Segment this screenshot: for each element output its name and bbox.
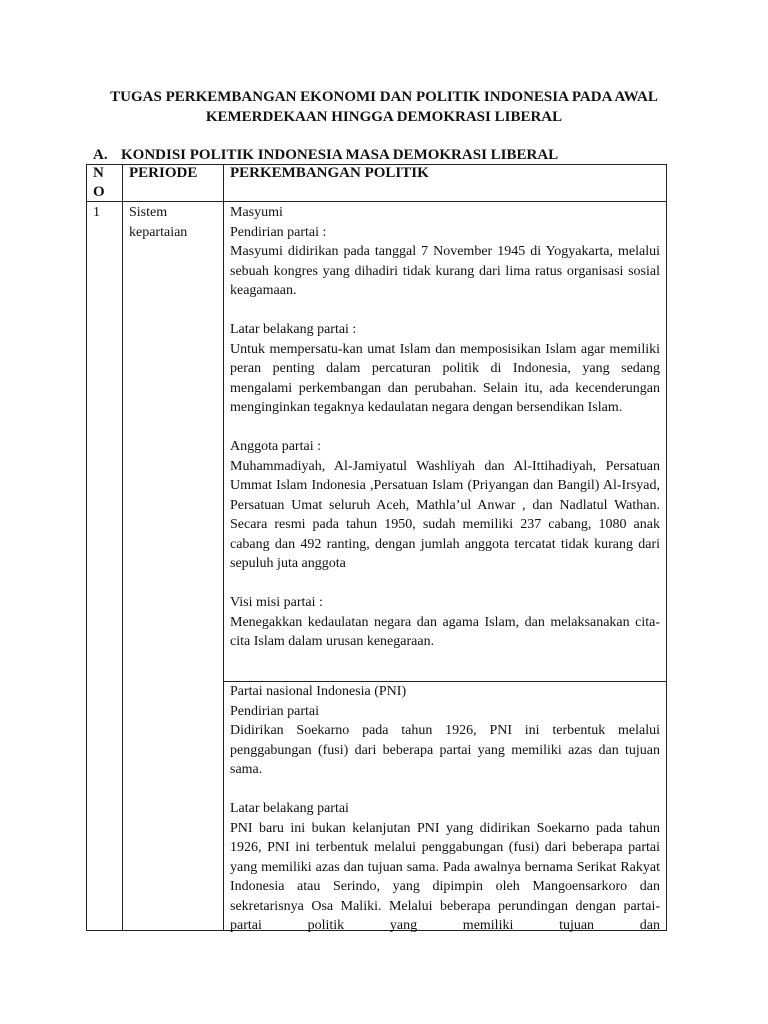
masyumi-entry	[230, 203, 660, 652]
header-perkembangan: PERKEMBANGAN POLITIK	[230, 165, 429, 181]
header-periode: PERIODE	[129, 165, 198, 181]
latar-text: PNI baru ini bukan kelanjutan PNI yang didirikan Soekarno pada tahun 1926, PNI ini terbentuk melalui penggabungan (fusi) dari beberapa partai yang memiliki azas dan tujuan sama. Pada awalnya bernama Serikat Rakyat Indonesia atau Serindo, yang dipimpin oleh Mangoensarkoro dan sekretarisnya Osa Maliki. Melalui beberapa perundingan dengan partai-partai politik yang memiliki tujuan dan	[230, 820, 660, 933]
header-no-line-2: O	[93, 184, 105, 200]
pendirian-text: Didirikan Soekarno pada tahun 1926, PNI ini terbentuk melalui penggabungan (fusi) dari beberapa partai yang memiliki azas dan tujuan sama.	[230, 723, 660, 777]
row-periode-line-2: kepartaian	[129, 224, 188, 240]
row-periode-line-1: Sistem	[129, 205, 168, 220]
anggota-heading: Anggota partai :	[230, 439, 321, 454]
table-header-divider	[86, 201, 667, 202]
header-no-line-1: N	[93, 165, 104, 181]
anggota-text: Muhammadiyah, Al-Jamiyatul Washliyah dan Al-Ittihadiyah, Persatuan Ummat Islam Indonesia ,Persatuan Islam (Priyangan dan Bangil) Al-Irsyad, Persatuan Umat seluruh Aceh, Mathla’ul Anwar , dan Nadlatul Wathan. Secara resmi pada tahun 1950, sudah memiliki 237 cabang, 1080 anak cabang dan 492 ranting, dengan jumlah anggota tercatat tidak kurang dari sepuluh juta anggota	[230, 458, 660, 571]
visi-heading: Visi misi partai :	[230, 595, 323, 610]
pendirian-heading: Pendirian partai	[230, 703, 320, 719]
header-no	[93, 164, 119, 202]
party-name: Masyumi	[230, 205, 283, 220]
row-periode	[129, 203, 219, 242]
section-heading	[93, 145, 558, 165]
document-title-line-1: TUGAS PERKEMBANGAN EKONOMI DAN POLITIK INDONESIA PADA AWAL	[110, 89, 658, 105]
pendirian-text: Masyumi didirikan pada tanggal 7 November 1945 di Yogyakarta, melalui sebuah kongres yang dihadiri tidak kurang dari lima ratus organisasi sosial keagamaan.	[230, 244, 660, 298]
table-column-divider-1	[122, 164, 123, 931]
section-title: KONDISI POLITIK INDONESIA MASA DEMOKRASI LIBERAL	[121, 147, 559, 163]
latar-text: Untuk mempersatu-kan umat Islam dan memposisikan Islam agar memiliki peran penting dalam percaturan politik di Indonesia, yang sedang mengalami perkembangan dan perubahan. Selain itu, ada kecenderungan menginginkan tegaknya kedaulatan negara dengan bersendikan Islam.	[230, 341, 660, 415]
visi-text: Menegakkan kedaulatan negara dan agama Islam, dan melaksanakan cita-cita Islam dalam urusan kenegaraan.	[230, 614, 660, 649]
table-column-divider-2	[223, 164, 224, 931]
pendirian-heading: Pendirian partai :	[230, 224, 327, 240]
table-left-border	[86, 164, 87, 931]
section-letter: A.	[93, 147, 108, 163]
party-name: Partai nasional Indonesia (PNI)	[230, 684, 407, 699]
document-title-line-2: KEMERDEKAAN HINGGA DEMOKRASI LIBERAL	[205, 109, 563, 125]
table-right-border	[666, 164, 667, 931]
latar-heading: Latar belakang partai :	[230, 322, 357, 337]
latar-heading: Latar belakang partai	[230, 801, 349, 816]
pni-entry	[230, 682, 660, 936]
row-number: 1	[93, 205, 100, 220]
